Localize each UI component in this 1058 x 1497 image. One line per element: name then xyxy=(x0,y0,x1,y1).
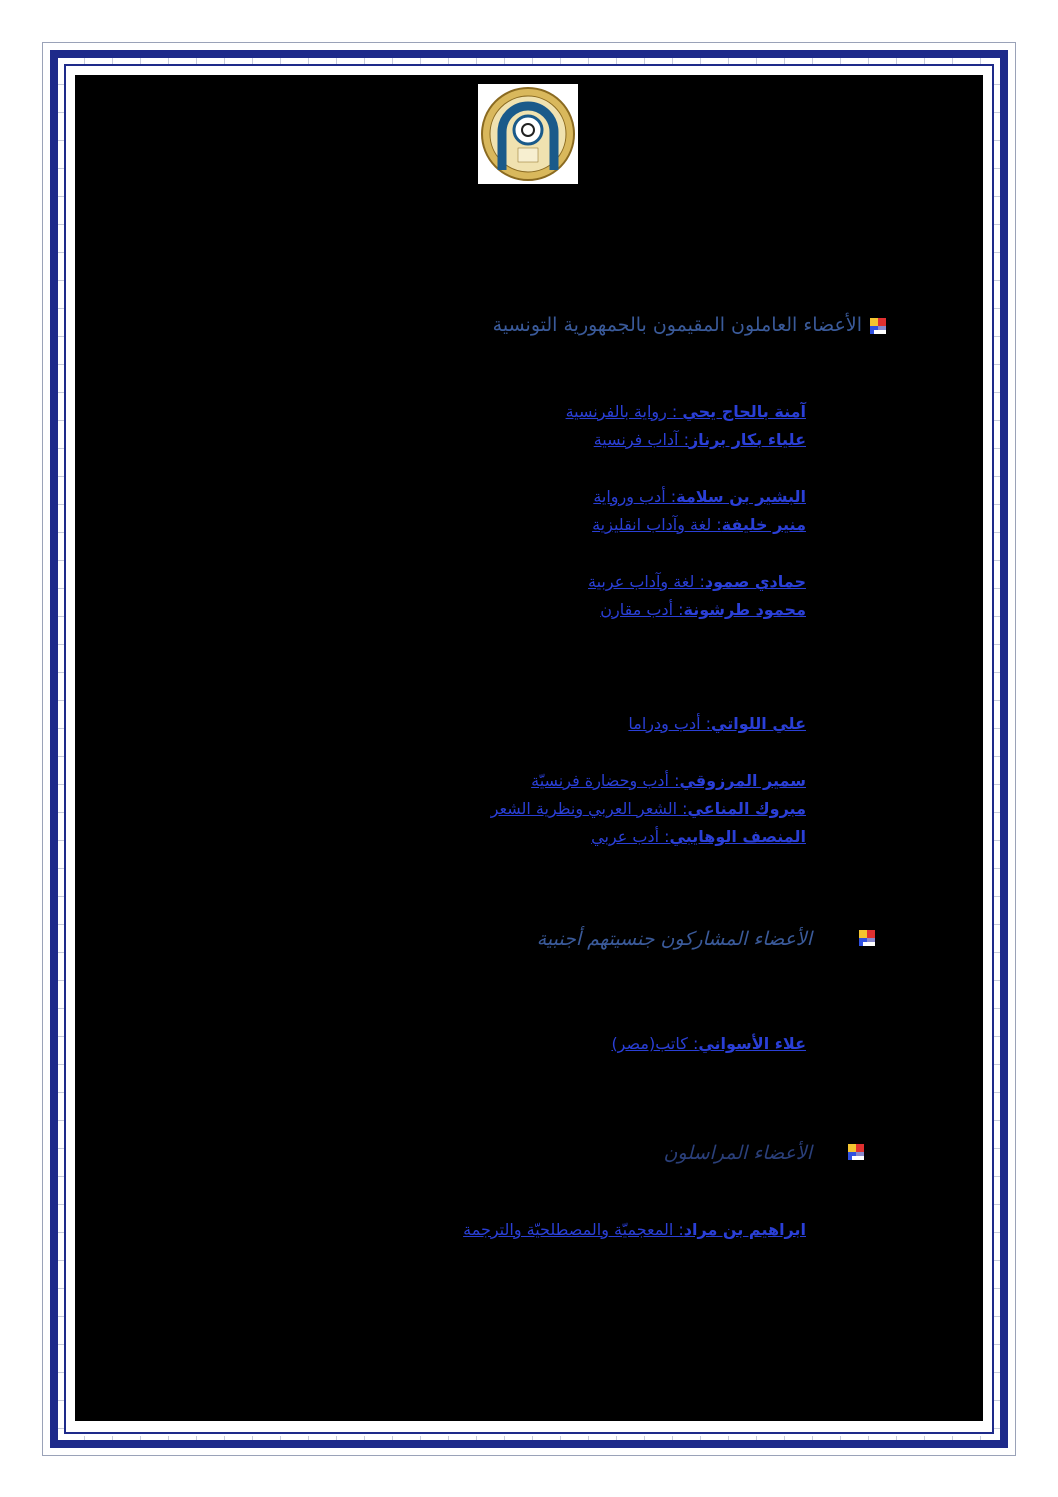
member-link[interactable]: البشير بن سلامة: أدب ورواية xyxy=(593,487,806,506)
member-link[interactable]: آمنة بالحاج يحي : رواية بالفرنسية xyxy=(565,402,806,421)
member-link[interactable]: علاء الأسواني: كاتب(مصر) xyxy=(611,1034,806,1053)
member-link[interactable]: مبروك المناعي: الشعر العربي ونظرية الشعر xyxy=(490,799,806,818)
member-link[interactable]: منير خليفة: لغة وآداب انقليزية xyxy=(592,515,806,534)
colored-squares-bullet-icon xyxy=(868,316,890,338)
academy-seal-icon xyxy=(478,84,578,184)
section-heading-corresponding-members: الأعضاء المراسلون xyxy=(663,1142,812,1164)
member-link[interactable]: محمود طرشونة: أدب مقارن xyxy=(600,600,806,619)
member-link[interactable]: ابراهيم بن مراد: المعجميّة والمصطلحيّة والترجمة xyxy=(463,1220,806,1239)
colored-squares-bullet-icon xyxy=(846,1142,868,1164)
member-link[interactable]: سمير المرزوقي: أدب وحضارة فرنسيّة xyxy=(531,771,806,790)
section-heading-resident-members: الأعضاء العاملون المقيمون بالجمهورية التونسية xyxy=(492,314,862,336)
member-link[interactable]: علي اللواتي: أدب ودراما xyxy=(628,714,806,733)
member-link[interactable]: حمادي صمود: لغة وآداب عربية xyxy=(588,572,806,591)
colored-squares-bullet-icon xyxy=(857,928,879,950)
member-link[interactable]: المنصف الوهايبي: أدب عربي xyxy=(591,827,806,846)
member-link[interactable]: علياء بكار برناز: آداب فرنسية xyxy=(593,430,806,449)
section-heading-foreign-members: الأعضاء المشاركون جنسيتهم أجنبية xyxy=(536,928,812,950)
